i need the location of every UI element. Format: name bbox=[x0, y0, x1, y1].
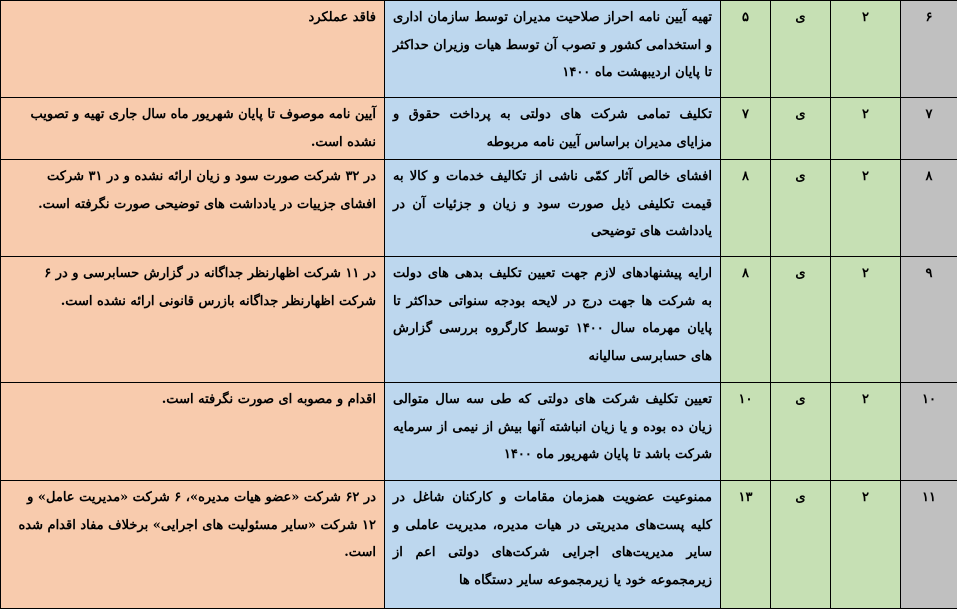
table-row bbox=[1, 1, 957, 98]
row-index: ۶ bbox=[901, 1, 957, 98]
row-description: ممنوعیت عضویت همزمان مقامات و کارکنان شاغل در کلیه پست‌های مدیریتی در هیات مدیره، مدیریت عاملی و سایر مدیریت‌های اجرایی شرکت‌های دولتی اعم از زیرمجموعه خود یا زیرمجموعه سایر دستگاه ها bbox=[385, 481, 721, 609]
row-letter: ی bbox=[771, 481, 831, 609]
row-description: تهیه آیین نامه احراز صلاحیت مدیران توسط سازمان اداری و استخدامی کشور و تصوب آن توسط هیات وزیران حداکثر تا پایان اردیبهشت ماه ۱۴۰۰ bbox=[385, 1, 721, 98]
row-performance: اقدام و مصوبه ای صورت نگرفته است. bbox=[1, 383, 385, 481]
table-row bbox=[1, 481, 957, 609]
table-row bbox=[1, 98, 957, 160]
row-description: تعیین تکلیف شرکت های دولتی که طی سه سال متوالی زیان ده بوده و یا زیان انباشته آنها بیش از نیمی از سرمایه شرکت باشد تا پایان شهریور ماه ۱۴۰۰ bbox=[385, 383, 721, 481]
table-row bbox=[1, 257, 957, 383]
row-number: ۲ bbox=[831, 383, 901, 481]
row-letter: ی bbox=[771, 98, 831, 160]
table-row bbox=[1, 383, 957, 481]
row-description: تکلیف تمامی شرکت های دولتی به پرداخت حقوق و مزایای مدیران براساس آیین نامه مربوطه bbox=[385, 98, 721, 160]
row-index: ۸ bbox=[901, 160, 957, 257]
row-number: ۲ bbox=[831, 257, 901, 383]
row-performance: فاقد عملکرد bbox=[1, 1, 385, 98]
row-letter: ی bbox=[771, 1, 831, 98]
row-performance: آیین نامه موصوف تا پایان شهریور ماه سال جاری تهیه و تصویب نشده است. bbox=[1, 98, 385, 160]
row-article: ۱۳ bbox=[721, 481, 771, 609]
row-performance: در ۳۲ شرکت صورت سود و زیان ارائه نشده و در ۳۱ شرکت افشای جزییات در یادداشت های توضیحی صورت نگرفته است. bbox=[1, 160, 385, 257]
row-article: ۷ bbox=[721, 98, 771, 160]
row-index: ۱۱ bbox=[901, 481, 957, 609]
row-letter: ی bbox=[771, 257, 831, 383]
row-number: ۲ bbox=[831, 98, 901, 160]
row-index: ۹ bbox=[901, 257, 957, 383]
row-article: ۸ bbox=[721, 160, 771, 257]
row-article: ۱۰ bbox=[721, 383, 771, 481]
row-performance: در ۱۱ شرکت اظهارنظر جداگانه در گزارش حسابرسی و در ۶ شرکت اظهارنظر جداگانه بازرس قانونی ارائه نشده است. bbox=[1, 257, 385, 383]
row-letter: ی bbox=[771, 383, 831, 481]
row-article: ۸ bbox=[721, 257, 771, 383]
row-number: ۲ bbox=[831, 481, 901, 609]
row-article: ۵ bbox=[721, 1, 771, 98]
row-index: ۱۰ bbox=[901, 383, 957, 481]
row-letter: ی bbox=[771, 160, 831, 257]
row-number: ۲ bbox=[831, 1, 901, 98]
row-description: افشای خالص آثار کمّی ناشی از تکالیف خدمات و کالا به قیمت تکلیفی ذیل صورت سود و زیان و جزئیات آن در یادداشت های توضیحی bbox=[385, 160, 721, 257]
row-description: ارایه پیشنهادهای لازم جهت تعیین تکلیف بدهی های دولت به شرکت ها جهت درج در لایحه بودجه سنواتی حداکثر تا پایان مهرماه سال ۱۴۰۰ توسط کارگروه بررسی گزارش های حسابرسی سالیانه bbox=[385, 257, 721, 383]
table-row bbox=[1, 160, 957, 257]
row-performance: در ۶۲ شرکت «عضو هیات مدیره»، ۶ شرکت «مدیریت عامل» و ۱۲ شرکت «سایر مسئولیت های اجرایی» برخلاف مفاد اقدام شده است. bbox=[1, 481, 385, 609]
row-index: ۷ bbox=[901, 98, 957, 160]
row-number: ۲ bbox=[831, 160, 901, 257]
